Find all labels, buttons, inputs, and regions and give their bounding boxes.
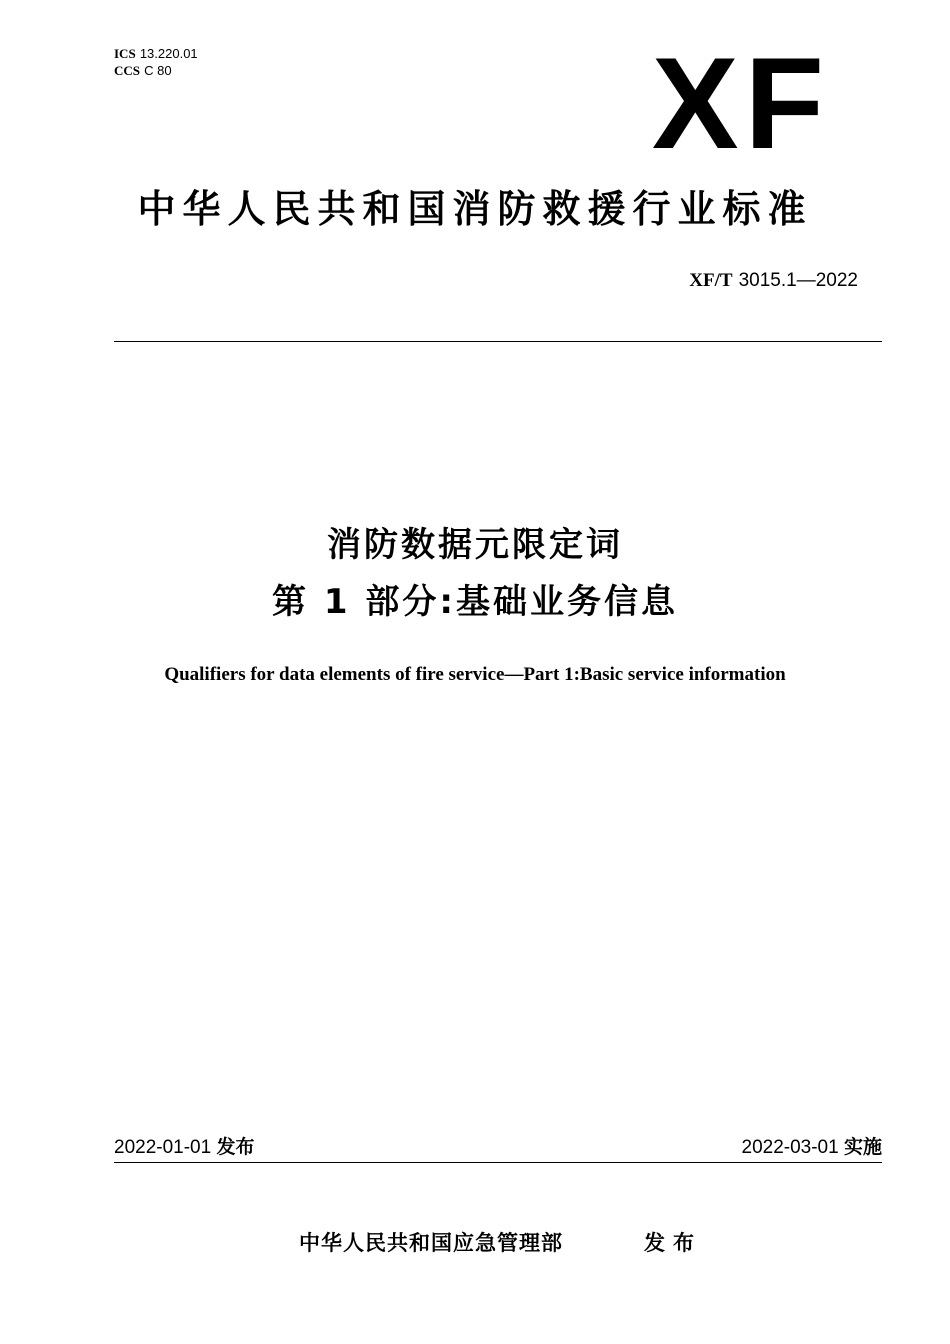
- standard-number-value: 3015.1—2022: [738, 270, 858, 291]
- ics-value: 13.220.01: [139, 46, 198, 61]
- implementation-label: 实施: [843, 1136, 882, 1158]
- english-title: Qualifiers for data elements of fire service—Part 1:Basic service information: [164, 664, 786, 685]
- implementation-date: 2022-03-01: [741, 1137, 839, 1158]
- implementation-date-line: [742, 1134, 883, 1161]
- publisher: 中华人民共和国应急管理部: [299, 1231, 563, 1255]
- issue-label: 发布: [216, 1136, 255, 1158]
- standard-category: 中华人民共和国消防救援行业标准: [137, 187, 813, 231]
- issue-date-line: [114, 1134, 255, 1161]
- xf-logo: XF: [651, 30, 830, 176]
- top-divider: [114, 341, 882, 342]
- publish-verb: 发布: [644, 1231, 702, 1255]
- title-line-2: 第 1 部分:基础业务信息: [272, 582, 678, 622]
- title-line-1: 消防数据元限定词: [327, 525, 623, 565]
- issue-date: 2022-01-01: [114, 1137, 212, 1158]
- ccs-value: C 80: [144, 63, 172, 78]
- standard-number: [0, 268, 858, 293]
- ccs-label: CCS: [114, 63, 141, 78]
- bottom-divider: [114, 1162, 882, 1163]
- standard-code: XF/T: [689, 270, 733, 291]
- ics-label: ICS: [114, 46, 136, 61]
